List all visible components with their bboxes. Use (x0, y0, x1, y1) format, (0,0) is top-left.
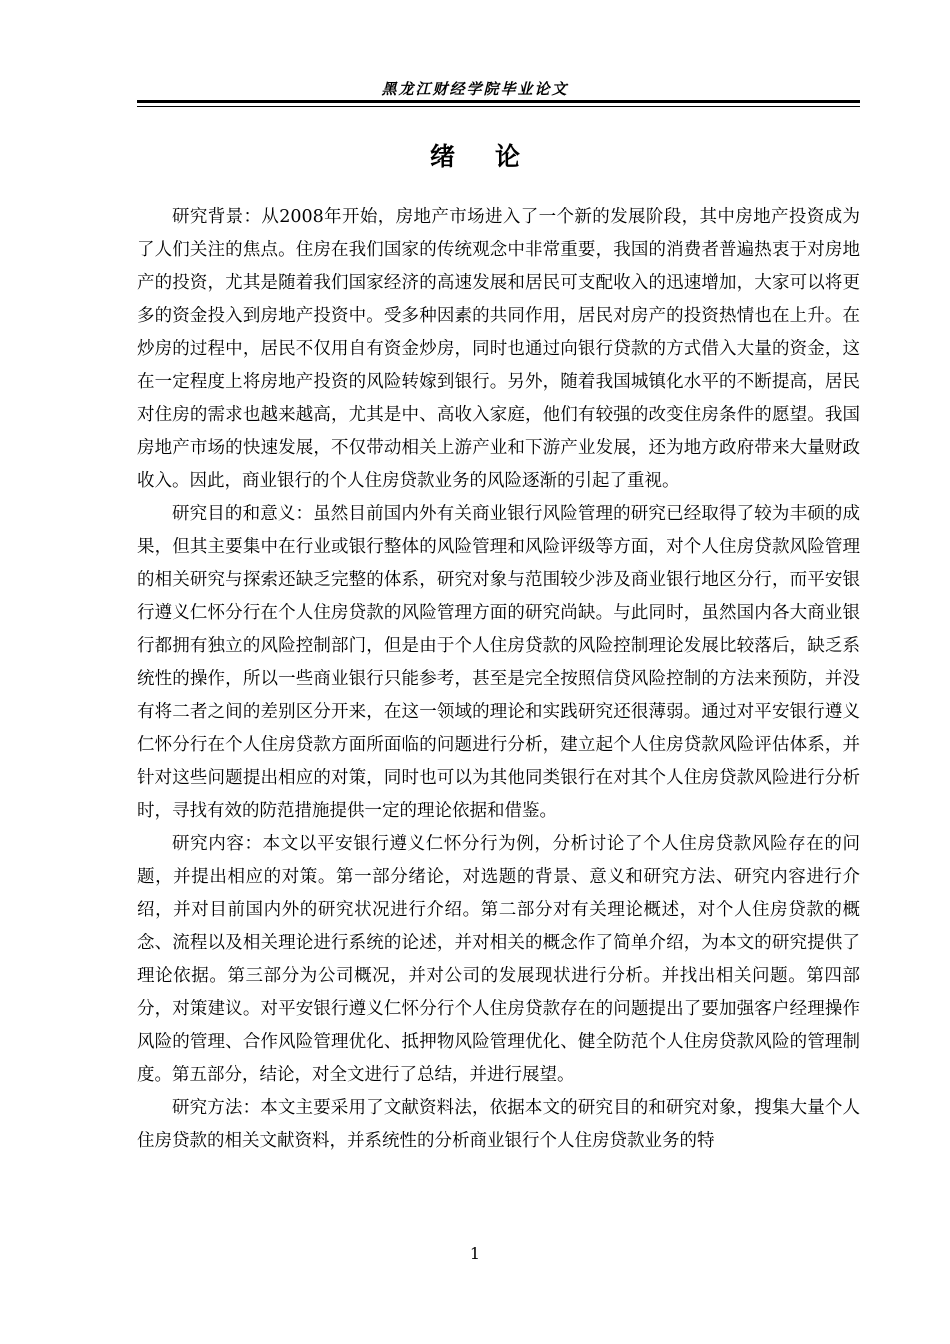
paragraph-purpose: 研究目的和意义：虽然目前国内外有关商业银行风险管理的研究已经取得了较为丰硕的成果，但其主要集中在行业或银行整体的风险管理和风险评级等方面，对个人住房贷款风险管理的相关研究与探索还缺乏完整的体系，研究对象与范围较少涉及商业银行地区分行，而平安银行遵义仁怀分行在个人住房贷款的风险管理方面的研究尚缺。与此同时，虽然国内各大商业银行都拥有独立的风险控制部门，但是由于个人住房贷款的风险控制理论发展比较落后，缺乏系统性的操作，所以一些商业银行只能参考，甚至是完全按照信贷风险控制的方法来预防，并没有将二者之间的差别区分开来，在这一领域的理论和实践研究还很薄弱。通过对平安银行遵义仁怀分行在个人住房贷款方面所面临的问题进行分析，建立起个人住房贷款风险评估体系，并针对这些问题提出相应的对策，同时也可以为其他同类银行在对其个人住房贷款风险进行分析时，寻找有效的防范措施提供一定的理论依据和借鉴。 (137, 504, 860, 821)
paragraph-content: 研究内容：本文以平安银行遵义仁怀分行为例，分析讨论了个人住房贷款风险存在的问题，并提出相应的对策。第一部分绪论，对选题的背景、意义和研究方法、研究内容进行介绍，并对目前国内外的研究状况进行介绍。第二部分对有关理论概述，对个人住房贷款的概念、流程以及相关理论进行系统的论述，并对相关的概念作了简单介绍，为本文的研究提供了理论依据。第三部分为公司概况，并对公司的发展现状进行分析。并找出相关问题。第四部分，对策建议。对平安银行遵义仁怀分行个人住房贷款存在的问题提出了要加强客户经理操作风险的管理、合作风险管理优化、抵押物风险管理优化、健全防范个人住房贷款风险的管理制度。第五部分，结论，对全文进行了总结，并进行展望。 (137, 834, 860, 1085)
paragraph-background: 研究背景：从2008年开始，房地产市场进入了一个新的发展阶段，其中房地产投资成为了人们关注的焦点。住房在我们国家的传统观念中非常重要，我国的消费者普遍热衷于对房地产的投资，尤其是随着我们国家经济的高速发展和居民可支配收入的迅速增加，大家可以将更多的资金投入到房地产投资中。受多种因素的共同作用，居民对房产的投资热情也在上升。在炒房的过程中，居民不仅用自有资金炒房，同时也通过向银行贷款的方式借入大量的资金，这在一定程度上将房地产投资的风险转嫁到银行。另外，随着我国城镇化水平的不断提高，居民对住房的需求也越来越高，尤其是中、高收入家庭，他们有较强的改变住房条件的愿望。我国房地产市场的快速发展，不仅带动相关上游产业和下游产业发展，还为地方政府带来大量财政收入。因此，商业银行的个人住房贷款业务的风险逐渐的引起了重视。 (137, 207, 860, 491)
body-text (137, 201, 860, 1158)
paragraph-method: 研究方法：本文主要采用了文献资料法，依据本文的研究目的和研究对象，搜集大量个人住房贷款的相关文献资料，并系统性的分析商业银行个人住房贷款业务的特 (137, 1098, 860, 1151)
page-number: 1 (469, 1244, 481, 1263)
header-rule-thick (137, 100, 860, 103)
section-title: 绪论 (429, 142, 560, 171)
running-header-title: 黑龙江财经学院毕业论文 (381, 80, 569, 98)
header-rule-thin (137, 106, 860, 107)
